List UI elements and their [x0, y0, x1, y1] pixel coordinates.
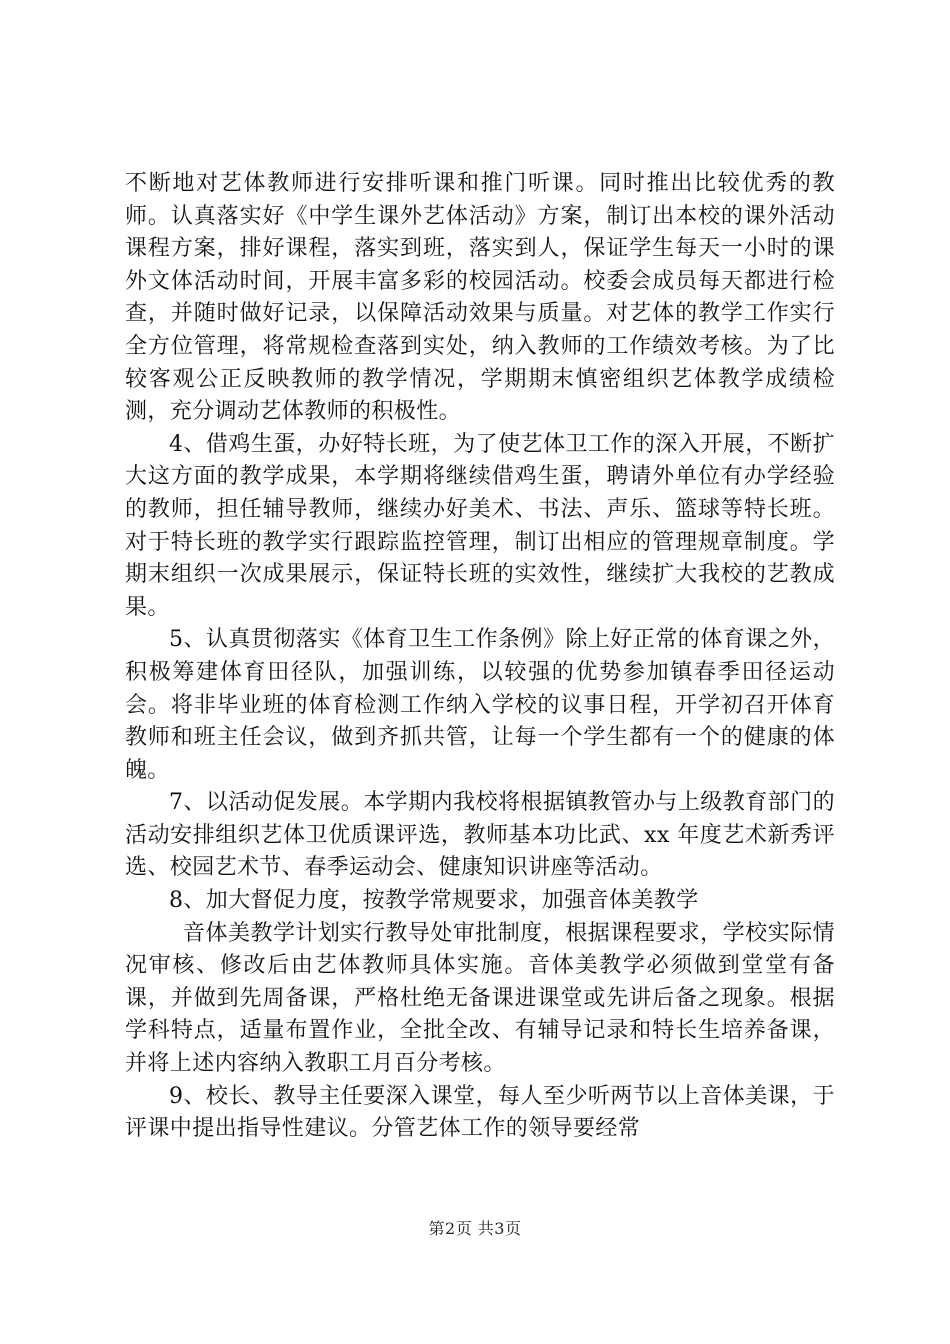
page-footer: 第2页 共3页 — [428, 1219, 522, 1238]
paragraph-item-9: 9、校长、教导主任要深入课堂，每人至少听两节以上音体美课，于评课中提出指导性建议。分管艺体工作的领导要经常 — [125, 1083, 835, 1142]
paragraph-item-7: 7、以活动促发展。本学期内我校将根据镇教管办与上级教育部门的活动安排组织艺体卫优质课评选，教师基本功比武、xx 年度艺术新秀评选、校园艺术节、春季运动会、健康知识讲座等活动。 — [125, 790, 835, 881]
paragraph-item-8-heading: 8、加大督促力度，按教学常规要求，加强音体美教学 — [169, 888, 699, 914]
paragraph-item-5: 5、认真贯彻落实《体育卫生工作条例》除上好正常的体育课之外，积极筹建体育田径队，加强训练，以较强的优势参加镇春季田径运动会。将非毕业班的体育检测工作纳入学校的议事日程，开学初召开体育教师和班主任会议，做到齐抓共管，让每一个学生都有一个的健康的体魄。 — [125, 627, 835, 783]
document-body — [125, 168, 835, 1146]
paragraph-continuation: 不断地对艺体教师进行安排听课和推门听课。同时推出比较优秀的教师。认真落实好《中学生课外艺体活动》方案，制订出本校的课外活动课程方案，排好课程，落实到班，落实到人，保证学生每天一小时的课外文体活动时间，开展丰富多彩的校园活动。校委会成员每天都进行检查，并随时做好记录，以保障活动效果与质量。对艺体的教学工作实行全方位管理，将常规检查落到实处，纳入教师的工作绩效考核。为了比较客观公正反映教师的教学情况，学期期末慎密组织艺体教学成绩检测，充分调动艺体教师的积极性。 — [125, 171, 835, 425]
paragraph-item-8-body: 音体美教学计划实行教导处审批制度，根据课程要求，学校实际情况审核、修改后由艺体教师具体实施。音体美教学必须做到堂堂有备课，并做到先周备课，严格杜绝无备课进课堂或先讲后备之现象。根据学科特点，适量布置作业，全批全改、有辅导记录和特长生培养备课，并将上述内容纳入教职工月百分考核。 — [125, 920, 835, 1077]
paragraph-item-4: 4、借鸡生蛋，办好特长班，为了使艺体卫工作的深入开展，不断扩大这方面的教学成果，本学期将继续借鸡生蛋，聘请外单位有办学经验的教师，担任辅导教师，继续办好美术、书法、声乐、篮球等特长班。对于特长班的教学实行跟踪监控管理，制订出相应的管理规章制度。学期末组织一次成果展示，保证特长班的实效性，继续扩大我校的艺教成果。 — [125, 431, 835, 620]
